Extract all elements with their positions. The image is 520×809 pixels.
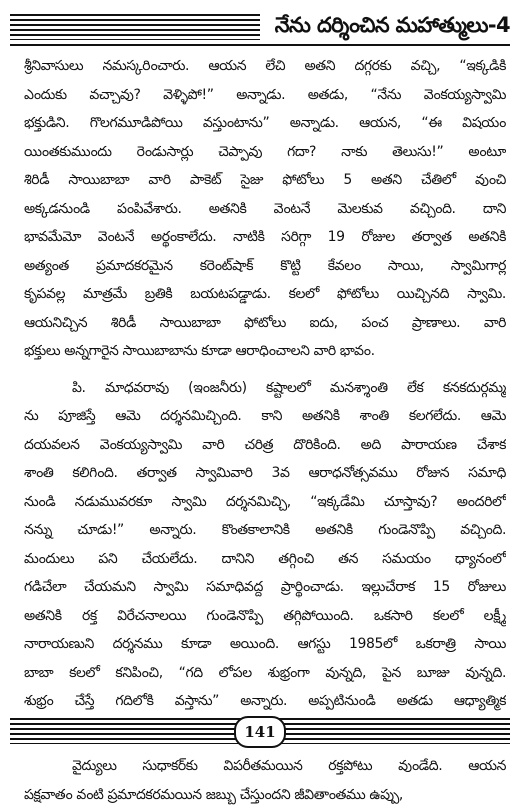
text-line: అతనికి రక్త విరేచనాలయి గుండెనొప్పి తగ్గిపోయింది. ఒకసారి కలలో లక్ష్మీ xyxy=(24,602,506,631)
page-footer xyxy=(10,716,510,748)
text-line: శుభ్రం చేస్తే గదిలోకి వస్తాను” అన్నారు. అప్పటినుండి అతడు ఆధ్యాత్మిక xyxy=(24,687,506,716)
text-line: గడిచేలా చేయమని స్వామి సమాధివద్ద ప్రార్థించాడు. ఇల్లుచేరాక 15 రోజులు xyxy=(24,573,506,602)
text-line: పి. మాధవరావు (ఇంజనీరు) కష్టాలలో మనశ్శాంతి లేక కనకదుర్గమ్మ xyxy=(24,374,506,403)
text-line: భక్తులు అన్నగారైన సాయిబాబాను కూడా ఆరాధించాలని వారి భావం. xyxy=(24,337,506,366)
running-title: నేను దర్శించిన మహాత్ములు-4 xyxy=(275,11,510,39)
text-line: యింతకుముందు రెండుసార్లు చెప్పావు గదా? నాకు తెలుసు!” అంటూ xyxy=(24,138,506,167)
text-line: భావమేమో వెంటనే అర్థంకాలేదు. నాటికి సరిగ్గా 19 రోజుల తర్వాత అతనికి xyxy=(24,223,506,252)
text-line: శాంతి కలిగింది. తర్వాత స్వామివారి 3వ ఆరాధనోత్సవము రోజున సమాధి xyxy=(24,459,506,488)
text-line: శ్రీనివాసులు నమస్కరించారు. ఆయన లేచి అతని దగ్గరకు వచ్చి, “ఇక్కడికి xyxy=(24,52,506,81)
text-line: నుండి నడుమువరకూ స్వామి దర్శనమిచ్చి, “ఇక్కడేమి చూస్తావు? అందరిలో xyxy=(24,488,506,517)
text-line: ఎందుకు వచ్చావు? వెళ్ళిపో!” అన్నాడు. అతడు, “నేను వెంకయ్యస్వామి xyxy=(24,81,506,110)
header-rule xyxy=(10,44,510,46)
text-line: ను పూజిస్తే ఆమె దర్శనమిచ్చింది. కాని అతనికి శాంతి కలగలేదు. ఆమె xyxy=(24,402,506,431)
text-line: పక్షవాతం వంటి ప్రమాదకరమయిన జబ్బు చేస్తుందని జీవితాంతము ఉప్పు, xyxy=(24,781,506,809)
text-line: శిరిడీ సాయిబాబా వారి పాకెట్ సైజు ఫోటోలు 5 అతని చేతిలో వుంచి xyxy=(24,166,506,195)
header-decorative-lines xyxy=(10,14,260,40)
text-line: బాబా కలలో కనిపించి, “గది లోపల శుభ్రంగా వున్నది, పైన బూజు వున్నది. xyxy=(24,659,506,688)
page-header xyxy=(10,8,510,46)
text-line: మందులు పని చేయలేదు. దానిని తగ్గించి తన సమయం ధ్యానంలో xyxy=(24,545,506,574)
text-line: అత్యంత ప్రమాదకరమైన కరెంట్‌షాక్ కొట్టి కేవలం సాయి, స్వామిగార్ల xyxy=(24,252,506,281)
text-line: వైద్యులు సుధాకర్‌కు విపరీతమయిన రక్తపోటు వుండేది. ఆయన xyxy=(24,752,506,781)
text-line: నారాయణుని దర్శనము కూడా అయింది. ఆగస్టు 1985లో ఒకరాత్రి సాయి xyxy=(24,630,506,659)
text-line: భక్తుడిని. గొలగమూడిపోయి వస్తుంటాను” అన్నాడు. ఆయన, “ఈ విషయం xyxy=(24,109,506,138)
text-line: దయవలన వెంకయ్యస్వామి వారి చరిత్ర దొరికింది. అది పారాయణ చేశాక xyxy=(24,431,506,460)
body-text xyxy=(24,52,506,809)
text-line: ఆయనిచ్చిన శిరిడీ సాయిబాబా ఫోటోలు ఐదు, పంచ ప్రాణాలు. వారి xyxy=(24,309,506,338)
text-line: కృపవల్ల మాత్రమే బ్రతికి బయటపడ్డాడు. కలలో ఫోటోలు యిచ్చినది స్వామి. xyxy=(24,280,506,309)
text-line: అక్కడనుండి పంపివేశారు. అతనికి వెంటనే మెలకువ వచ్చింది. దాని xyxy=(24,195,506,224)
page-number: 141 xyxy=(234,716,286,748)
text-line: నన్ను చూడు!” అన్నారు. కొంతకాలానికి అతనికి గుండెనొప్పి వచ్చింది. xyxy=(24,516,506,545)
